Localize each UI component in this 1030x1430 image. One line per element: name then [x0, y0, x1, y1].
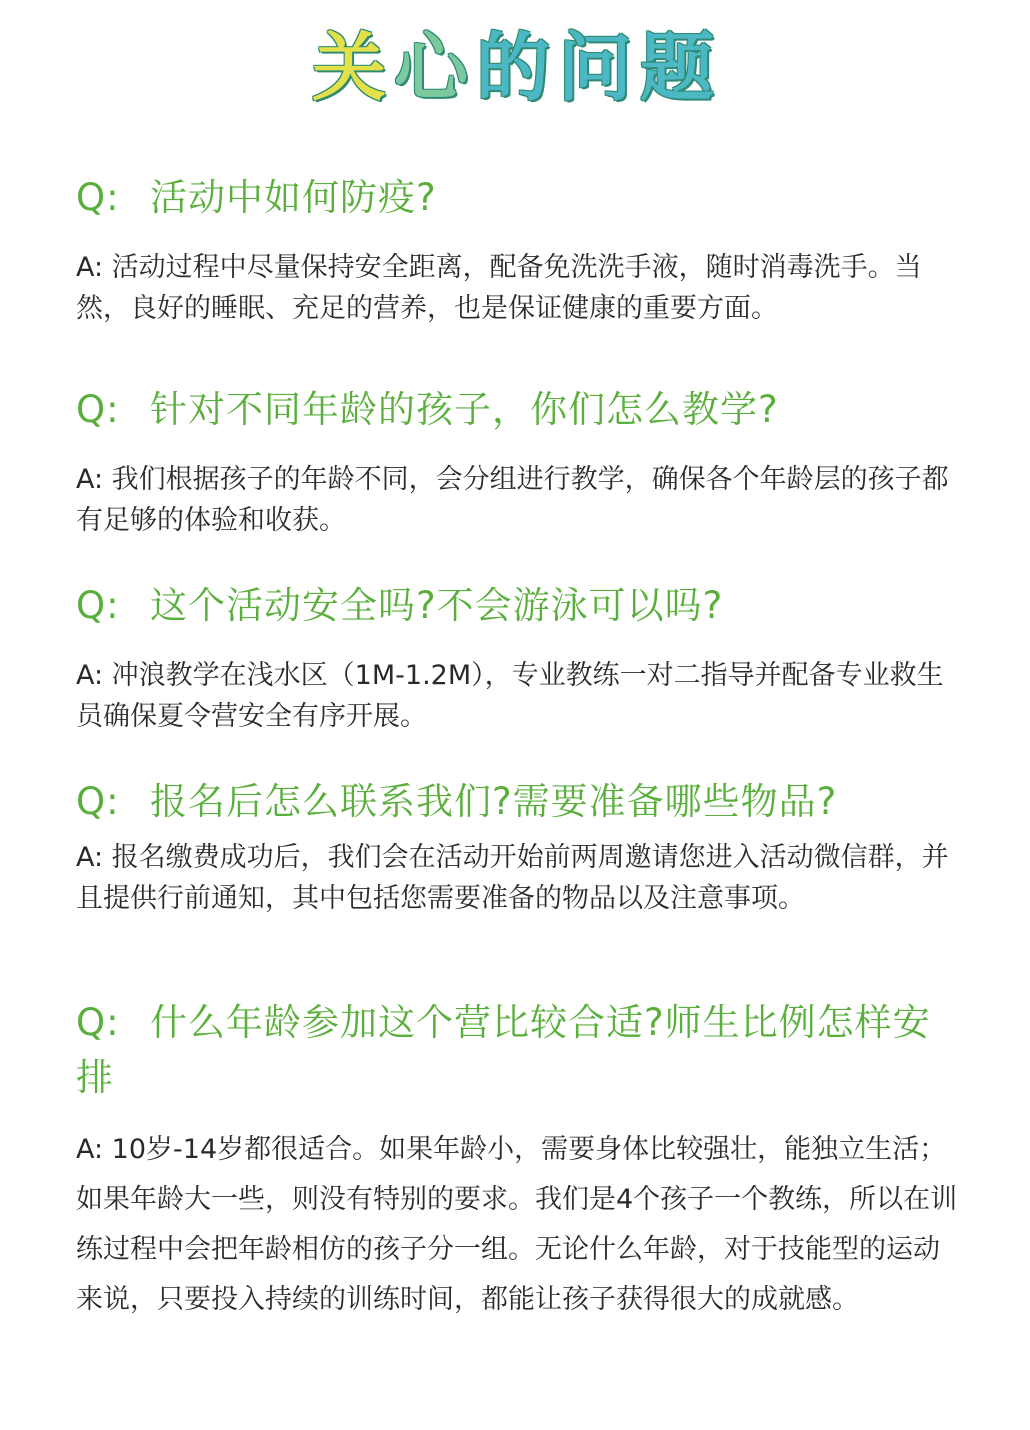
question: [76, 995, 966, 1105]
question-text: 这个活动安全吗?不会游泳可以吗?: [150, 584, 724, 627]
question-text: 什么年龄参加这个营比较合适?师生比例怎样安排: [76, 1001, 931, 1099]
title-char: 题: [640, 25, 718, 111]
faq-item: [76, 995, 966, 1325]
question-text: 报名后怎么联系我们?需要准备哪些物品?: [150, 780, 838, 823]
answer-text: A: 我们根据孩子的年龄不同，会分组进行教学，确保各个年龄层的孩子都有足够的体验和收获。: [76, 464, 949, 536]
answer-text: A: 报名缴费成功后，我们会在活动开始前两周邀请您进入活动微信群，并且提供行前通知，其中包括您需要准备的物品以及注意事项。: [76, 842, 949, 914]
title-char: 关: [312, 25, 390, 111]
title-char: 的: [476, 25, 554, 111]
question-label: Q:: [76, 780, 120, 823]
question: [76, 170, 966, 225]
question-text: 活动中如何防疫?: [150, 176, 437, 219]
title-char: 问: [558, 25, 636, 111]
title-char: 心: [394, 25, 472, 111]
question-label: Q:: [76, 1001, 120, 1044]
answer-text: A: 冲浪教学在浅水区（1M-1.2M），专业教练一对二指导并配备专业救生员确保夏令营安全有序开展。: [76, 660, 944, 732]
faq-item: [76, 578, 966, 737]
question-text: 针对不同年龄的孩子，你们怎么教学?: [150, 388, 779, 431]
faq-item: [76, 382, 966, 541]
question-label: Q:: [76, 584, 120, 627]
question: [76, 774, 966, 829]
question: [76, 382, 966, 437]
question-label: Q:: [76, 388, 120, 431]
answer-text: A: 10岁-14岁都很适合。如果年龄小，需要身体比较强壮，能独立生活；如果年龄大一些，则没有特别的要求。我们是4个孩子一个教练，所以在训练过程中会把年龄相仿的孩子分一组。无论什么年龄，对于技能型的运动来说，只要投入持续的训练时间，都能让孩子获得很大的成就感。: [76, 1134, 958, 1315]
faq-item: [76, 170, 966, 329]
answer-text: A: 活动过程中尽量保持安全距离，配备免洗洗手液，随时消毒洗手。当然，良好的睡眠、充足的营养，也是保证健康的重要方面。: [76, 252, 922, 324]
question-label: Q:: [76, 176, 120, 219]
page-title: [0, 22, 1030, 115]
question: [76, 578, 966, 633]
faq-item: [76, 774, 966, 919]
